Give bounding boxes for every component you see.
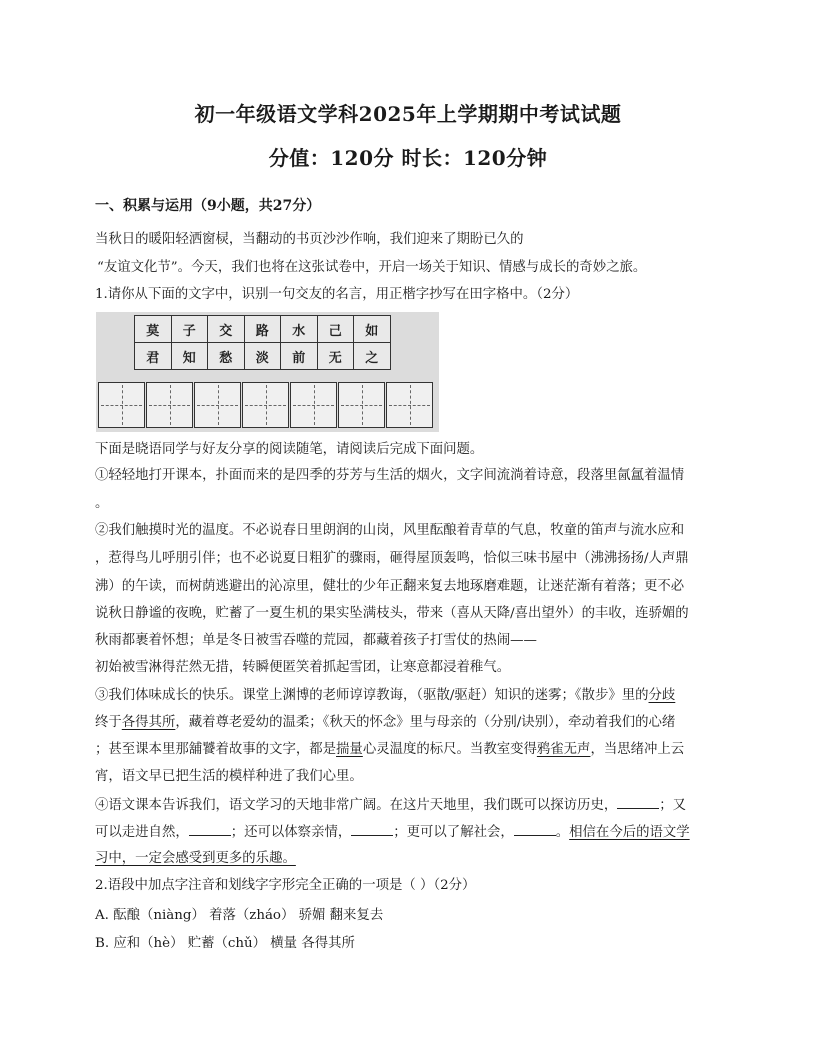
answer-blank[interactable] bbox=[351, 823, 393, 836]
character-cell: 莫 bbox=[135, 316, 172, 343]
answer-blank[interactable] bbox=[189, 823, 231, 836]
paragraph-2-line: 沸）的午读，而树荫逃避出的沁凉里，健壮的少年正翻来复去地琢磨难题，让迷茫渐有着落；更不必 bbox=[95, 579, 685, 594]
text-run: ，当思绪冲上云 bbox=[590, 742, 685, 757]
underlined-word: 揣量 bbox=[336, 742, 363, 757]
character-cell: 愁 bbox=[208, 343, 245, 370]
tian-cell[interactable] bbox=[386, 382, 433, 428]
paragraph-3-line: 宵，语文早已把生活的模样种进了我们心里。 bbox=[95, 769, 363, 784]
paragraph-2-line: 初始被雪淋得茫然无措，转瞬便匿笑着抓起雪团，让寒意都浸着稚气。 bbox=[95, 660, 511, 675]
character-cell: 无 bbox=[317, 343, 354, 370]
character-cell: 前 bbox=[281, 343, 318, 370]
paragraph-4-line bbox=[95, 823, 690, 842]
text-run: ；又 bbox=[659, 798, 687, 813]
question-1-image bbox=[96, 312, 439, 432]
text-run: 终于 bbox=[95, 715, 122, 730]
intro-line: “友谊文化节”。今天，我们也将在这张试卷中，开启一场关于知识、情感与成长的奇妙之旅。 bbox=[97, 260, 647, 275]
section-heading: 一、积累与运用（9小题，共27分） bbox=[95, 198, 321, 214]
option-b[interactable]: B. 应和（hè） 贮蓄（chǔ） 横量 各得其所 bbox=[95, 936, 355, 951]
text-run: ④语文课本告诉我们，语文学习的天地非常广阔。在这片天地里，我们既可以探访历史， bbox=[95, 798, 618, 813]
paragraph-1-line: ①轻轻地打开课本，扑面而来的是四季的芬芳与生活的烟火，文字间流淌着诗意，段落里氤氲着温情 bbox=[95, 468, 685, 483]
tian-cell[interactable] bbox=[338, 382, 385, 428]
character-cell: 如 bbox=[354, 316, 391, 343]
tian-cell[interactable] bbox=[290, 382, 337, 428]
character-cell: 淡 bbox=[244, 343, 281, 370]
character-table bbox=[134, 315, 391, 370]
tian-cell[interactable] bbox=[242, 382, 289, 428]
paragraph-2-line: ，惹得鸟儿呼朋引伴；也不必说夏日粗犷的骤雨，砸得屋顶轰鸣，恰似三味书屋中（沸沸扬扬/人声鼎 bbox=[95, 551, 689, 566]
character-cell: 路 bbox=[244, 316, 281, 343]
tian-cell[interactable] bbox=[194, 382, 241, 428]
answer-blank[interactable] bbox=[617, 796, 659, 809]
option-a[interactable]: A. 酝酿（niàng） 着落（zháo） 骄媚 翻来复去 bbox=[95, 908, 384, 923]
question-2: 2.语段中加点字注音和划线字字形完全正确的一项是（ ）（2分） bbox=[95, 878, 476, 893]
character-cell: 交 bbox=[208, 316, 245, 343]
tian-cell[interactable] bbox=[98, 382, 145, 428]
character-row bbox=[135, 343, 391, 370]
character-row bbox=[135, 316, 391, 343]
tian-cell[interactable] bbox=[146, 382, 193, 428]
underlined-word: 分歧 bbox=[648, 688, 676, 703]
answer-blank[interactable] bbox=[514, 823, 556, 836]
text-run: 。 bbox=[555, 825, 570, 840]
underlined-word: 各得其所 bbox=[121, 715, 176, 730]
page-subtitle: 分值：120分 时长：120分钟 bbox=[268, 146, 548, 170]
character-cell: 水 bbox=[281, 316, 318, 343]
text-run: ；还可以体察亲情， bbox=[230, 825, 352, 840]
text-run: ，藏着尊老爱幼的温柔；《秋天的怀念》里与母亲的（分别/诀别），牵动着我们的心绪 bbox=[175, 715, 676, 730]
paragraph-1-line: 。 bbox=[95, 496, 109, 511]
paragraph-2-line: 说秋日静谧的夜晚，贮蓄了一夏生机的果实坠满枝头，带来（喜从天降/喜出望外）的丰收，连骄媚的 bbox=[95, 606, 689, 621]
text-run: 可以走进自然， bbox=[95, 825, 189, 840]
underlined-word: 鸦雀无声 bbox=[536, 742, 591, 757]
character-cell: 君 bbox=[135, 343, 172, 370]
underlined-sentence: 习中，一定会感受到更多的乐趣。 bbox=[95, 851, 296, 866]
character-cell: 知 bbox=[171, 343, 208, 370]
character-cell: 子 bbox=[171, 316, 208, 343]
paragraph-3-line bbox=[95, 687, 675, 705]
paragraph-4-line bbox=[95, 796, 686, 815]
text-run: ；更可以了解社会， bbox=[393, 825, 514, 840]
paragraph-3-line bbox=[95, 741, 684, 759]
paragraph-2-line: ②我们触摸时光的温度。不必说春日里朗润的山岗，风里酝酿着青草的气息，牧童的笛声与流水应和 bbox=[95, 523, 685, 538]
character-cell: 之 bbox=[354, 343, 391, 370]
text-run: ③我们体味成长的快乐。课堂上渊博的老师谆谆教诲，（驱散/驱赶）知识的迷雾；《散步》里的 bbox=[95, 688, 649, 703]
character-cell: 己 bbox=[317, 316, 354, 343]
paragraph-2-line: 秋雨都裹着怀想；单是冬日被雪吞噬的荒园，都藏着孩子打雪仗的热闹—— bbox=[95, 633, 537, 648]
tian-grid bbox=[98, 382, 433, 428]
paragraph-3-line bbox=[95, 714, 675, 732]
text-run: 心灵温度的标尺。当教室变得 bbox=[362, 742, 537, 757]
underlined-sentence: 相信在今后的语文学 bbox=[569, 825, 690, 840]
paragraph-4-line bbox=[95, 850, 296, 868]
reading-lead: 下面是晓语同学与好友分享的阅读随笔，请阅读后完成下面问题。 bbox=[95, 442, 484, 457]
intro-line: 当秋日的暖阳轻洒窗棂，当翻动的书页沙沙作响，我们迎来了期盼已久的 bbox=[95, 232, 524, 247]
text-run: ；甚至课本里那舖饕着故事的文字，都是 bbox=[95, 742, 337, 757]
page-title: 初一年级语文学科2025年上学期期中考试试题 bbox=[194, 102, 622, 126]
question-1: 1.请你从下面的文字中，识别一句交友的名言，用正楷字抄写在田字格中。（2分） bbox=[95, 287, 579, 302]
